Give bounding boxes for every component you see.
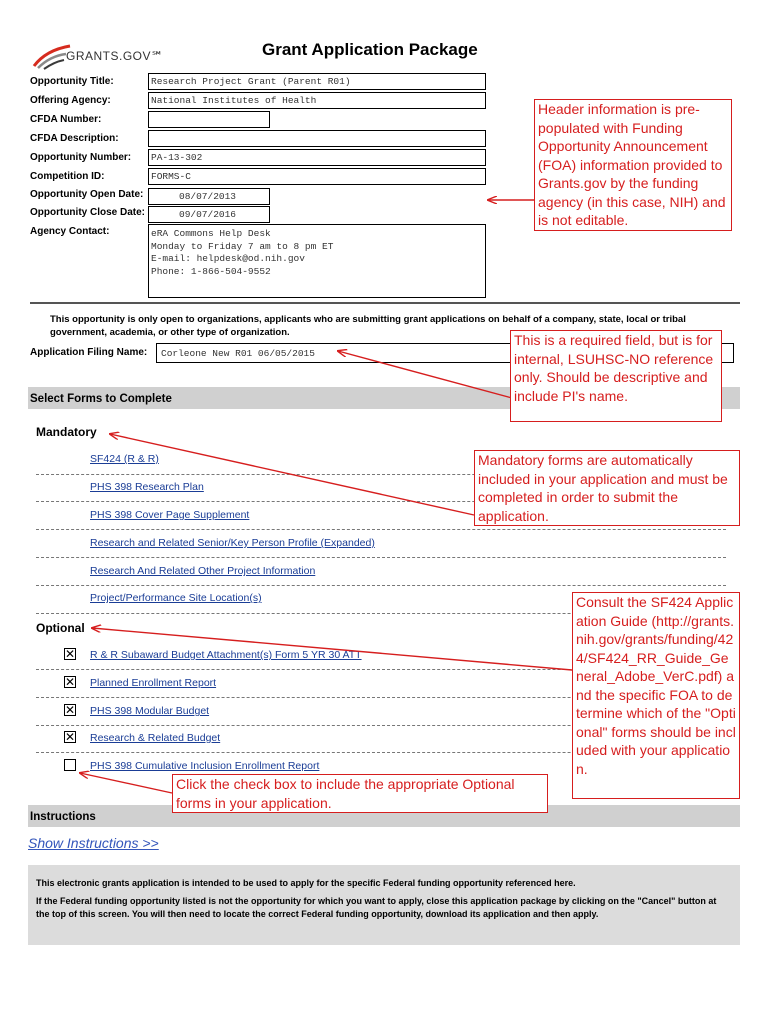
cfda-description-label: CFDA Description: (30, 133, 119, 144)
consult-annotation-arrow (92, 628, 572, 670)
offering-agency-field: National Institutes of Health (148, 92, 486, 109)
show-instructions-link[interactable]: Show Instructions >> (28, 835, 159, 851)
mandatory-annotation-arrow (110, 434, 474, 515)
opportunity-title-field: Research Project Grant (Parent R01) (148, 73, 486, 90)
mandatory-heading: Mandatory (36, 425, 97, 439)
competition-id-label: Competition ID: (30, 171, 105, 182)
instructions-paragraph: This electronic grants application is intended to be used to apply for the specific Federal funding opportunity referenced here. (36, 878, 576, 888)
logo-text: GRANTS.GOV℠ (66, 49, 164, 63)
mandatory-form-link[interactable]: Research and Related Senior/Key Person Profile (Expanded) (90, 537, 375, 549)
agency-contact-label: Agency Contact: (30, 226, 110, 237)
select-forms-section-header: Select Forms to Complete (28, 387, 740, 409)
consult-guide-annotation: Consult the SF424 Application Guide (http://grants.nih.gov/grants/funding/424/SF424_RR_Guide_General_Adobe_VerC.pdf) and the specific FOA to determine which of the "Optional" forms should be included with your application. (572, 592, 740, 799)
mandatory-form-link[interactable]: PHS 398 Research Plan (90, 481, 204, 493)
opportunity-number-field: PA-13-302 (148, 149, 486, 166)
optional-form-link[interactable]: Research & Related Budget (90, 732, 221, 744)
optional-form-link[interactable]: PHS 398 Modular Budget (90, 705, 210, 717)
optional-form-checkbox[interactable]: ✕ (65, 675, 76, 689)
instructions-paragraph: If the Federal funding opportunity listed is not the opportunity for which you want to apply, close this application package by clicking on the "Cancel" button at the top of this screen. You will then need to locate the correct Federal funding opportunity, download its application and then apply. (36, 896, 717, 919)
optional-form-link[interactable]: PHS 398 Cumulative Inclusion Enrollment Report (90, 760, 320, 772)
mandatory-form-link[interactable]: Project/Performance Site Location(s) (90, 592, 262, 604)
close-date-label: Opportunity Close Date: (30, 207, 146, 218)
open-date-field: 08/07/2013 (148, 188, 270, 205)
mandatory-form-link[interactable]: Research And Related Other Project Information (90, 565, 316, 577)
filing-name-label: Application Filing Name: (30, 347, 148, 358)
opportunity-number-label: Opportunity Number: (30, 152, 132, 163)
header-info-annotation: Header information is pre-populated with Funding Opportunity Announcement (FOA) information provided to Grants.gov by the funding agency (in this case, NIH) and is not editable. (534, 99, 732, 231)
opportunity-eligibility-note: This opportunity is only open to organizations, applicants who are submitting grant applications on behalf of a company, state, local or tribal government, academia, or other type of organization. (50, 314, 686, 338)
mandatory-form-link[interactable]: PHS 398 Cover Page Supplement (90, 509, 250, 521)
optional-form-link[interactable]: Planned Enrollment Report (90, 677, 217, 689)
optional-form-checkbox[interactable]: ✕ (65, 647, 76, 661)
filing-name-input[interactable]: Corleone New R01 06/05/2015 (156, 343, 734, 363)
optional-heading: Optional (36, 621, 85, 635)
competition-id-field: FORMS-C (148, 168, 486, 185)
page-title: Grant Application Package (262, 40, 478, 59)
optional-form-checkbox[interactable]: ✕ (65, 703, 76, 717)
close-date-field: 09/07/2016 (148, 206, 270, 223)
mandatory-forms-annotation: Mandatory forms are automatically included in your application and must be completed in order to submit the application. (474, 450, 740, 526)
agency-contact-field: eRA Commons Help Desk Monday to Friday 7 am to 8 pm ET E-mail: helpdesk@od.nih.gov Phone: 1-866-504-9552 (148, 224, 486, 298)
offering-agency-label: Offering Agency: (30, 95, 111, 106)
checkbox-annotation-arrow (80, 773, 172, 793)
checkbox-annotation: Click the check box to include the appropriate Optional forms in your application. (172, 774, 548, 813)
opportunity-title-label: Opportunity Title: (30, 76, 114, 87)
instructions-section-header: Instructions (28, 805, 740, 827)
open-date-label: Opportunity Open Date: (30, 189, 144, 200)
cfda-number-label: CFDA Number: (30, 114, 102, 125)
filing-name-annotation: This is a required field, but is for internal, LSUHSC-NO reference only. Should be descriptive and include PI's name. (510, 330, 722, 422)
optional-form-link[interactable]: R & R Subaward Budget Attachment(s) Form 5 YR 30 ATT (90, 649, 362, 661)
filing-annotation-arrow (338, 351, 512, 398)
optional-form-checkbox[interactable]: ✕ (65, 730, 76, 744)
mandatory-form-link[interactable]: SF424 (R & R) (90, 453, 159, 465)
